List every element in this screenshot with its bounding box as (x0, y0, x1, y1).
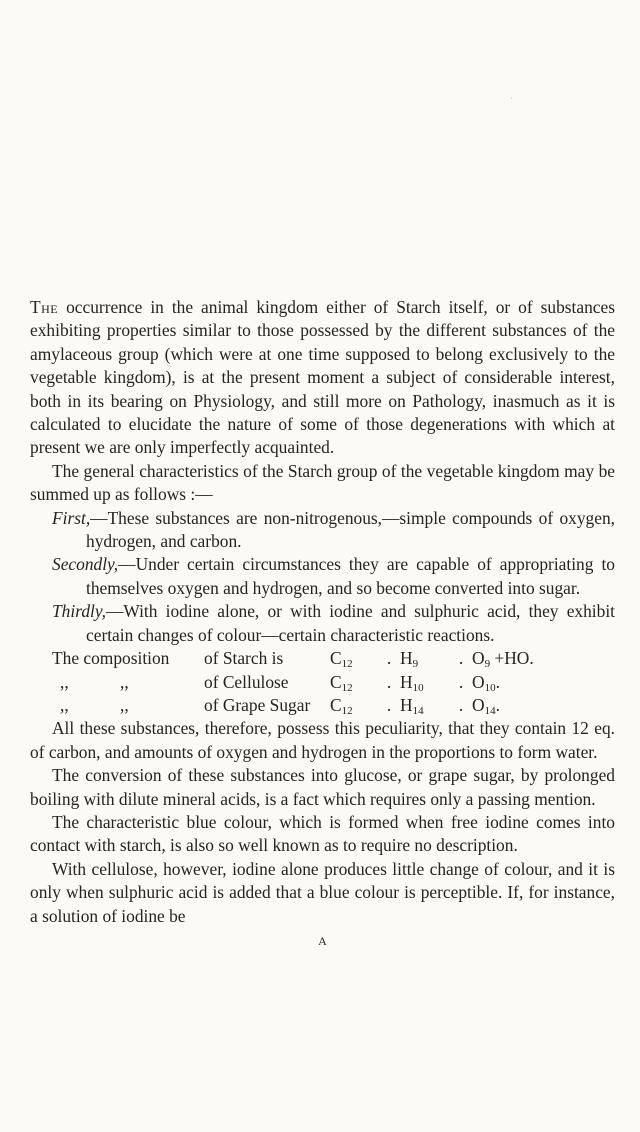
paragraph-characteristics: The general characteristics of the Starch group of the vegetable kingdom may be summed up as follows :— (30, 460, 615, 505)
formula-substance: of Starch is (204, 648, 284, 669)
list-item (30, 507, 615, 554)
paragraph-cellulose: With cellulose, however, iodine alone produces little change of colour, and it is only when sulphuric acid is added that a blue colour is perceptible. If, for instance, a solution of iodine be (30, 858, 615, 926)
list-item-label: Secondly, (52, 554, 119, 575)
paragraph-peculiarity: All these substances, therefore, possess this peculiarity, that they contain 12 eq. of carbon, and amounts of oxygen and hydrogen in the proportions to form water. (30, 718, 615, 762)
list-item-label: Thirdly, (52, 601, 106, 622)
formula-ditto: ,, ,, (60, 694, 129, 715)
formula-carbon: $C_{12}$ (330, 671, 353, 694)
list-item (30, 553, 615, 600)
stray-mark: ´ (510, 96, 513, 106)
opening-word: The (30, 297, 59, 317)
formula-oxygen: $O_{14}$. (472, 694, 500, 717)
list-item-text: —With iodine alone, or with iodine and sulphuric acid, they exhibit certain changes of colour—certain characteristic reactions. (86, 601, 615, 645)
paragraph-blue-colour: The characteristic blue colour, which is formed when free iodine comes into contact with starch, is also so well known as to require no description. (30, 811, 615, 856)
formula-oxygen: $O_{10}$. (472, 671, 500, 694)
formula-hydrogen: $H_{14}$ (400, 694, 424, 717)
paragraph-conversion: The conversion of these substances into glucose, or grape sugar, by prolonged boiling with dilute mineral acids, is a fact which requires only a passing mention. (30, 765, 615, 809)
formula-table (30, 647, 615, 717)
formula-carbon: $C_{12}$ (330, 648, 353, 671)
signature-mark: A (318, 933, 327, 948)
list-item-text: —Under certain circumstances they are capable of appropriating to themselves oxygen and hydrogen, and so become converted into sugar. (86, 554, 615, 598)
formula-hydrogen: $H_9$ (400, 648, 419, 671)
formula-ditto: ,, ,, (60, 671, 129, 692)
formula-oxygen: $O_9 +HO$. (472, 648, 534, 671)
paragraph-intro-text: occurrence in the animal kingdom either of Starch itself, or of substances exhibiting properties similar to those possessed by the different substances of the amylaceous group (which were at one time supposed to belong exclusively to the vegetable kingdom), is at the present moment a subject of considerable interest, both in its bearing on Physiology, and still more on Pathology, inasmuch as it is calculated to elucidate the nature of some of those degenerations with which at present we are only imperfectly acquainted. (30, 297, 615, 458)
formula-lead: The composition (52, 648, 170, 669)
paragraph-intro (30, 296, 615, 460)
formula-row: ,, ,, of Cellulose $C_{12}$ . $H_{10}$ . $O_{10}$. (30, 671, 615, 694)
body-text (30, 296, 615, 953)
formula-row: ,, ,, of Grape Sugar $C_{12}$ . $H_{14}$ . $O_{14}$. (30, 694, 615, 717)
list-item-label: First, (52, 507, 91, 528)
formula-substance: of Cellulose (204, 671, 289, 692)
formula-carbon: $C_{12}$ (330, 694, 353, 717)
formula-substance: of Grape Sugar (204, 694, 311, 715)
list-item-text: —These substances are non-nitrogenous,—simple compounds of oxygen, hydrogen, and carbon. (86, 507, 615, 552)
list-item (30, 600, 615, 647)
formula-hydrogen: $H_{10}$ (400, 671, 424, 694)
formula-row: The composition of Starch is $C_{12}$ . $H_9$ . $O_9 +HO$. (30, 647, 615, 670)
